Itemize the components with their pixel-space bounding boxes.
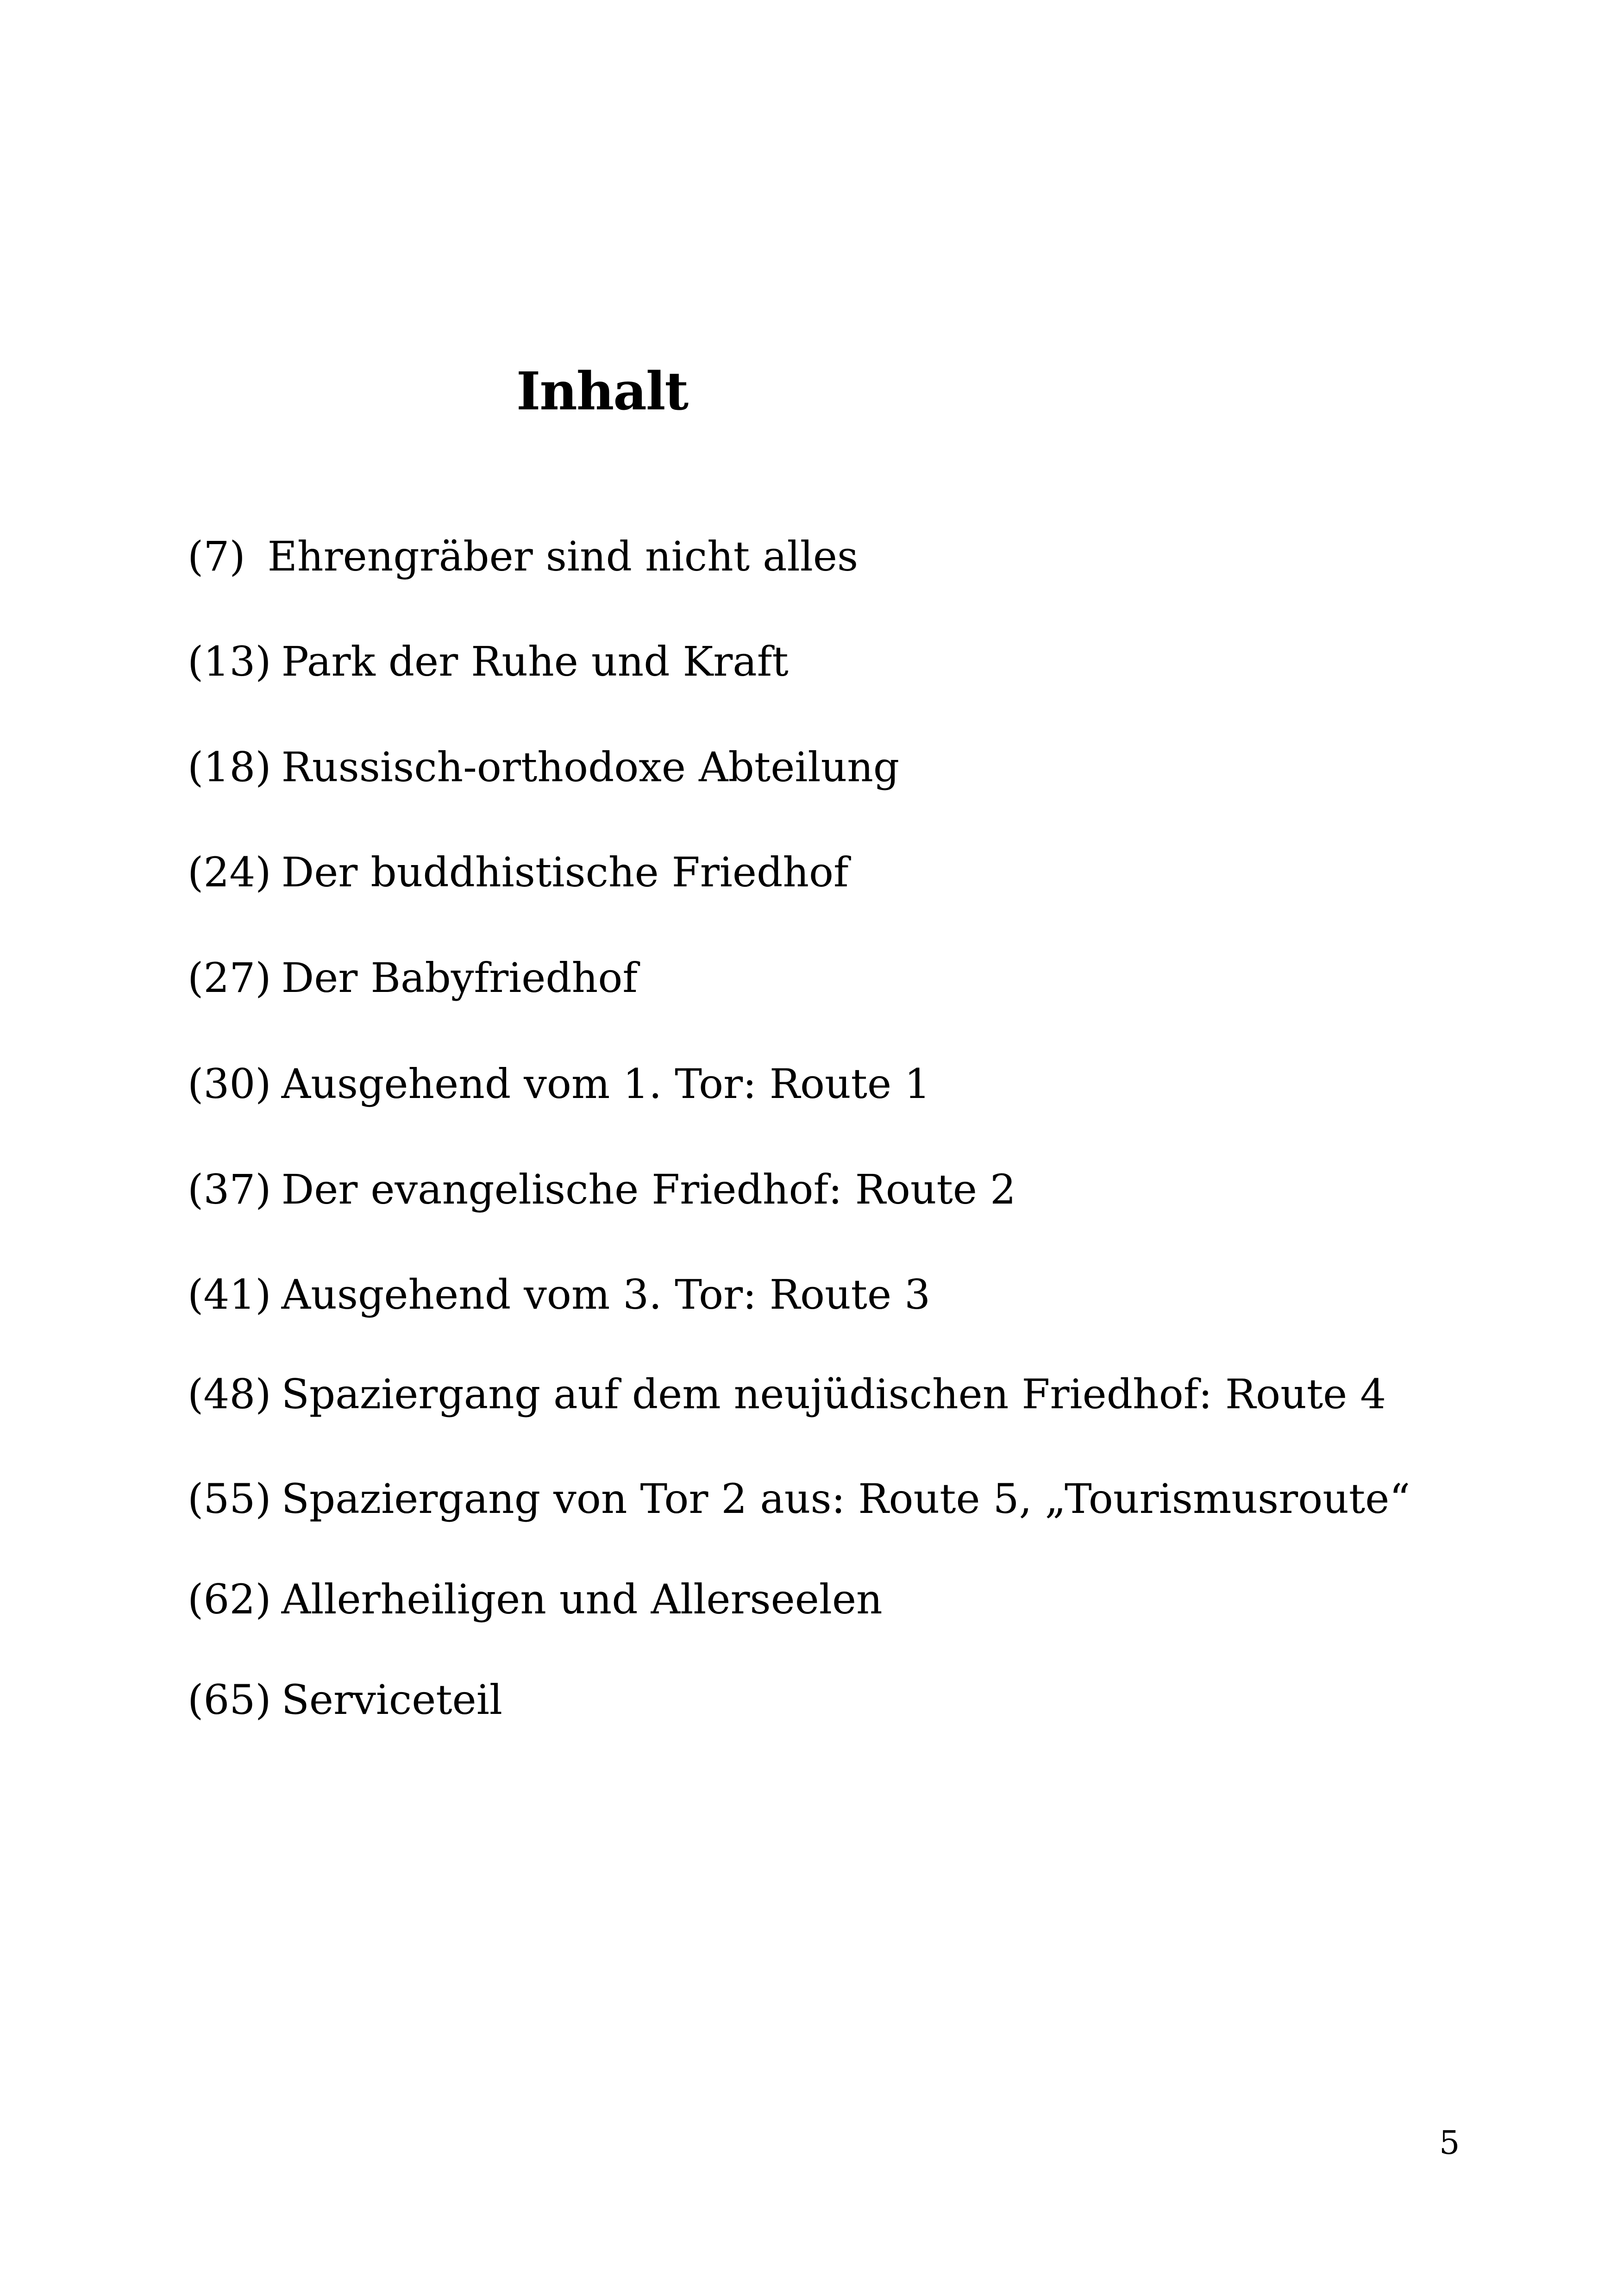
page-number: 5 xyxy=(1439,2124,1460,2162)
toc-entry xyxy=(188,533,859,580)
toc-page-number: (27) xyxy=(188,954,271,1002)
toc-entry xyxy=(188,1370,1386,1418)
toc-entry xyxy=(188,1166,1016,1213)
toc-page-number: (65) xyxy=(188,1676,271,1724)
toc-entry xyxy=(188,1060,931,1108)
toc-page-number: (7) xyxy=(188,533,245,580)
toc-entry xyxy=(188,848,849,896)
toc-page-number: (24) xyxy=(188,848,271,896)
toc-entry-title: Ausgehend vom 1. Tor: Route 1 xyxy=(281,1060,931,1108)
toc-entry xyxy=(188,954,638,1002)
toc-entry-title: Ausgehend vom 3. Tor: Route 3 xyxy=(281,1271,931,1318)
toc-page-number: (55) xyxy=(188,1475,271,1523)
toc-entry-title: Der buddhistische Friedhof xyxy=(281,848,849,896)
toc-page-number: (30) xyxy=(188,1060,271,1108)
toc-page-number: (18) xyxy=(188,743,271,791)
toc-entry xyxy=(188,1271,931,1318)
toc-entry xyxy=(188,1475,1410,1523)
toc-entry-title: Serviceteil xyxy=(281,1676,503,1724)
toc-entry-title: Spaziergang von Tor 2 aus: Route 5, „Tourismusroute“ xyxy=(281,1475,1410,1523)
toc-entry-title: Park der Ruhe und Kraft xyxy=(281,638,789,685)
toc-page-number: (41) xyxy=(188,1271,271,1318)
toc-page-number: (62) xyxy=(188,1575,271,1623)
toc-entry xyxy=(188,638,789,685)
toc-page-number: (48) xyxy=(188,1370,271,1418)
toc-entry-title: Spaziergang auf dem neujüdischen Friedhof: Route 4 xyxy=(281,1370,1386,1418)
toc-entry xyxy=(188,1676,503,1724)
toc-entry xyxy=(188,1575,883,1623)
toc-entry-title: Allerheiligen und Allerseelen xyxy=(281,1575,883,1623)
toc-entry-title: Russisch-orthodoxe Abteilung xyxy=(281,743,900,791)
toc-page-number: (37) xyxy=(188,1166,271,1213)
page-title: Inhalt xyxy=(516,361,688,422)
toc-entry-title: Ehrengräber sind nicht alles xyxy=(267,533,859,580)
toc-entry-title: Der evangelische Friedhof: Route 2 xyxy=(281,1166,1016,1213)
toc-entry-title: Der Babyfriedhof xyxy=(281,954,638,1002)
toc-entry xyxy=(188,743,900,791)
toc-page-number: (13) xyxy=(188,638,271,685)
